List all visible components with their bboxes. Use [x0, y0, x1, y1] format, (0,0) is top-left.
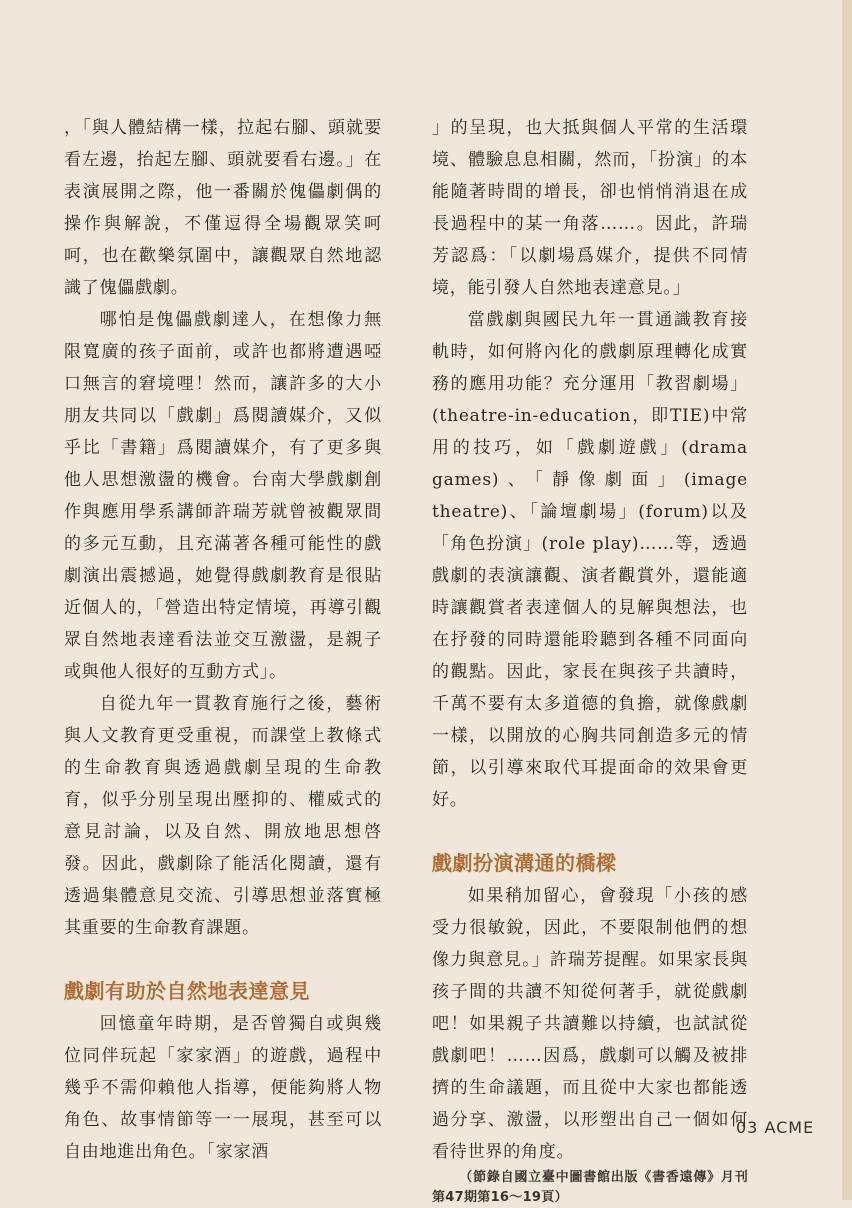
left-column [64, 112, 382, 1168]
section-heading: 戲劇有助於自然地表達意見 [64, 979, 310, 1003]
body-paragraph: 當戲劇與國民九年一貫通識教育接軌時，如何將內化的戲劇原理轉化成實務的應用功能？充分運用「教習劇場」(theatre-in-education，即TIE)中常用的技巧，如「戲劇遊戲」(drama games)、「靜像劇面」(image theatre)、「論壇劇場」(forum)以及「角色扮演」(role play)……等，透過戲劇的表演讓觀、演者觀賞外，還能適時讓觀賞者表達個人的見解與想法，也在抒發的同時還能聆聽到各種不同面向的觀點。因此，家長在與孩子共讀時，千萬不要有太多道德的負擔，就像戲劇一樣，以開放的心胸共同創造多元的情節，以引導來取代耳提面命的效果會更好。 [432, 310, 748, 810]
body-paragraph: ，「與人體結構一樣，拉起右腳、頭就要看左邊，抬起左腳、頭就要看右邊。」在表演展開之際，他一番關於傀儡劇偶的操作與解說，不僅逗得全場觀眾笑呵呵，也在歡樂氛圍中，讓觀眾自然地認識了傀儡戲劇。 [64, 118, 382, 298]
body-paragraph: 自從九年一貫教育施行之後，藝術與人文教育更受重視，而課堂上教條式的生命教育與透過戲劇呈現的生命教育，似乎分別呈現出壓抑的、權威式的意見討論，以及自然、開放地思想啓發。因此，戲劇除了能活化閱讀，還有透過集體意見交流、引導思想並落實極其重要的生命教育課題。 [64, 694, 382, 938]
page-folio: 03 ACME [736, 1118, 815, 1137]
right-column [432, 112, 748, 1208]
body-paragraph: 回憶童年時期，是否曾獨自或與幾位同伴玩起「家家酒」的遊戲，過程中幾乎不需仰賴他人指導，便能夠將人物角色、故事情節等一一展現，甚至可以自由地進出角色。「家家酒 [64, 1014, 382, 1162]
page-edge-band [842, 0, 852, 1200]
body-paragraph: 」的呈現，也大抵與個人平常的生活環境、體驗息息相關，然而，「扮演」的本能隨著時間的增長，卻也悄悄消退在成長過程中的某一角落……。因此，許瑞芳認爲：「以劇場爲媒介，提供不同情境，能引發人自然地表達意見。」 [432, 118, 748, 298]
section-heading: 戲劇扮演溝通的橋樑 [432, 851, 617, 875]
source-note: （節錄自國立臺中圖書館出版《書香遠傳》月刊第47期第16～19頁） [432, 1170, 748, 1205]
body-paragraph: 哪怕是傀儡戲劇達人，在想像力無限寬廣的孩子面前，或許也都將遭遇啞口無言的窘境哩！然而，讓許多的大小朋友共同以「戲劇」爲閱讀媒介，又似乎比「書籍」爲閱讀媒介，有了更多與他人思想激盪的機會。台南大學戲劇創作與應用學系講師許瑞芳就曾被觀眾間的多元互動，且充滿著各種可能性的戲劇演出震撼過，她覺得戲劇教育是很貼近個人的，「營造出特定情境，再導引觀眾自然地表達看法並交互激盪，是親子或與他人很好的互動方式」。 [64, 310, 382, 682]
body-paragraph: 如果稍加留心，會發現「小孩的感受力很敏銳，因此，不要限制他們的想像力與意見。」許瑞芳提醒。如果家長與孩子間的共讀不知從何著手，就從戲劇吧！如果親子共讀難以持續，也試試從戲劇吧！……因爲，戲劇可以觸及被排擠的生命議題，而且從中大家也都能透過分享、激盪，以形塑出自己一個如何看待世界的角度。 [432, 886, 748, 1162]
